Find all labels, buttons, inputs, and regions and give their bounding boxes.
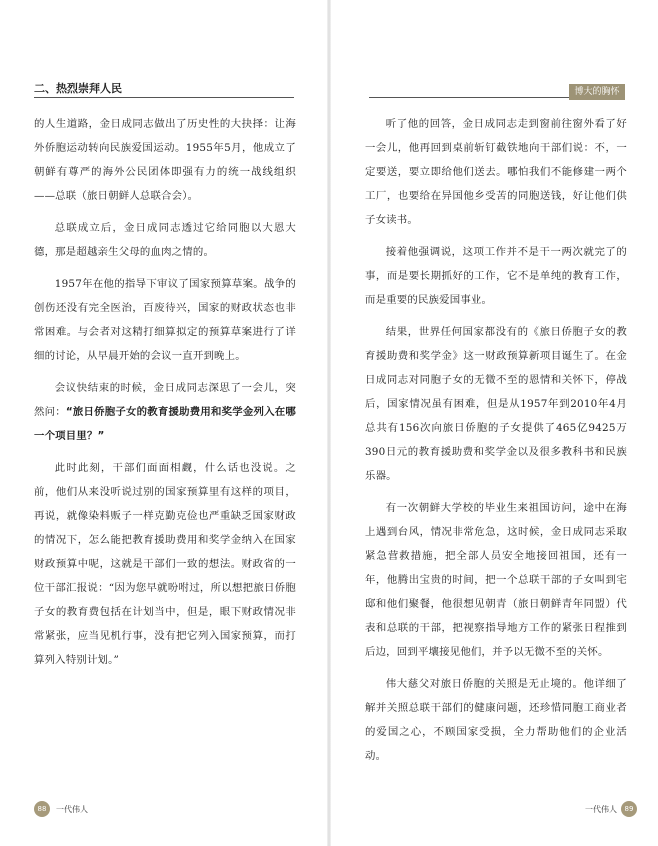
right-page xyxy=(329,0,658,846)
left-body-text xyxy=(34,112,296,680)
chapter-tab: 博大的胸怀 xyxy=(569,84,625,100)
paragraph: 有一次朝鲜大学校的毕业生来祖国访问，途中在海上遇到台风，情况非常危急，这时候，金日成同志采取紧急营救措施，把全部人员安全地接回祖国，还有一年，他腾出宝贵的时间，把一个总联干部的子女叫到宅邸和他们聚餐，他很想见朝青（旅日朝鲜青年同盟）代表和总联的干部，把视察指导地方工作的紧张日程推到后边，回到平壤接见他们，并予以无微不至的关怀。 xyxy=(365,502,627,658)
page-number-badge: 89 xyxy=(621,801,637,817)
paragraph: 结果，世界任何国家都没有的《旅日侨胞子女的教育援助费和奖学金》这一财政预算新项目诞生了。在金日成同志对同胞子女的无微不至的恩情和关怀下，停战后，国家情况虽有困难，但是从1957年到2010年4月总共有156次向旅日侨胞的子女提供了465亿9425万390日元的教育援助费和奖学金以及很多教科书和民族乐器。 xyxy=(365,326,627,482)
footer-book-title: 一代伟人 xyxy=(56,805,88,814)
paragraph: 的人生道路，金日成同志做出了历史性的大抉择：让海外侨胞运动转向民族爱国运动。1955年5月，他成立了朝鲜有尊严的海外公民团体即强有力的统一战线组织——总联（旅日朝鲜人总联合会）。 xyxy=(34,118,296,202)
paragraph: 伟大慈父对旅日侨胞的关照是无止境的。他详细了解并关照总联干部们的健康问题，还珍惜同胞工商业者的爱国之心，不顾国家受损，全力帮助他们的企业活动。 xyxy=(365,678,627,762)
emphasis-quote: “旅日侨胞子女的教育援助费用和奖学金列入在哪一个项目里？” xyxy=(34,406,296,442)
paragraph: 总联成立后，金日成同志透过它给同胞以大恩大德，那是超越亲生父母的血肉之情的。 xyxy=(34,222,296,258)
paragraph: 1957年在他的指导下审议了国家预算草案。战争的创伤还没有完全医治，百废待兴，国家的财政状态也非常困难。与会者对这精打细算拟定的预算草案进行了详细的讨论，从早晨开始的会议一直开到晚上。 xyxy=(34,278,296,362)
paragraph-with-quote xyxy=(34,376,296,448)
paragraph: 接着他强调说，这项工作并不是干一两次就完了的事，而是要长期抓好的工作，它不是单纯的教育工作，而是重要的民族爱国事业。 xyxy=(365,246,627,306)
paragraph: 会议快结束的时候，金日成同志深思了一会儿，突然问： xyxy=(34,382,296,418)
footer-book-title: 一代伟人 xyxy=(585,805,617,814)
page-number-badge: 88 xyxy=(34,801,50,817)
paragraph: 听了他的回答，金日成同志走到窗前往窗外看了好一会儿，他再回到桌前斩钉截铁地向干部们说：不，一定要送，要立即给他们送去。哪怕我们不能修建一两个工厂，也要给在异国他乡受苦的同胞送钱，好让他们供子女读书。 xyxy=(365,118,627,226)
header-rule xyxy=(34,97,294,98)
section-header: 二、热烈崇拜人民 xyxy=(34,82,122,95)
header-rule xyxy=(369,97,569,98)
right-body-text xyxy=(365,112,627,776)
paragraph: 此时此刻，干部们面面相觑，什么话也没说。之前，他们从来没听说过别的国家预算里有这样的项目，再说，就像染料贩子一样克勤克俭也严重缺乏国家财政的情况下，怎么能把教育援助费用和奖学金纳入在国家财政预算中呢，这就是干部们一致的想法。财政省的一位干部汇报说：“因为您早就吩咐过，所以想把旅日侨胞子女的教育费包括在计划当中，但是，眼下财政情况非常紧张，应当见机行事，没有把它列入国家预算，而打算列入特别计划。” xyxy=(34,462,296,666)
